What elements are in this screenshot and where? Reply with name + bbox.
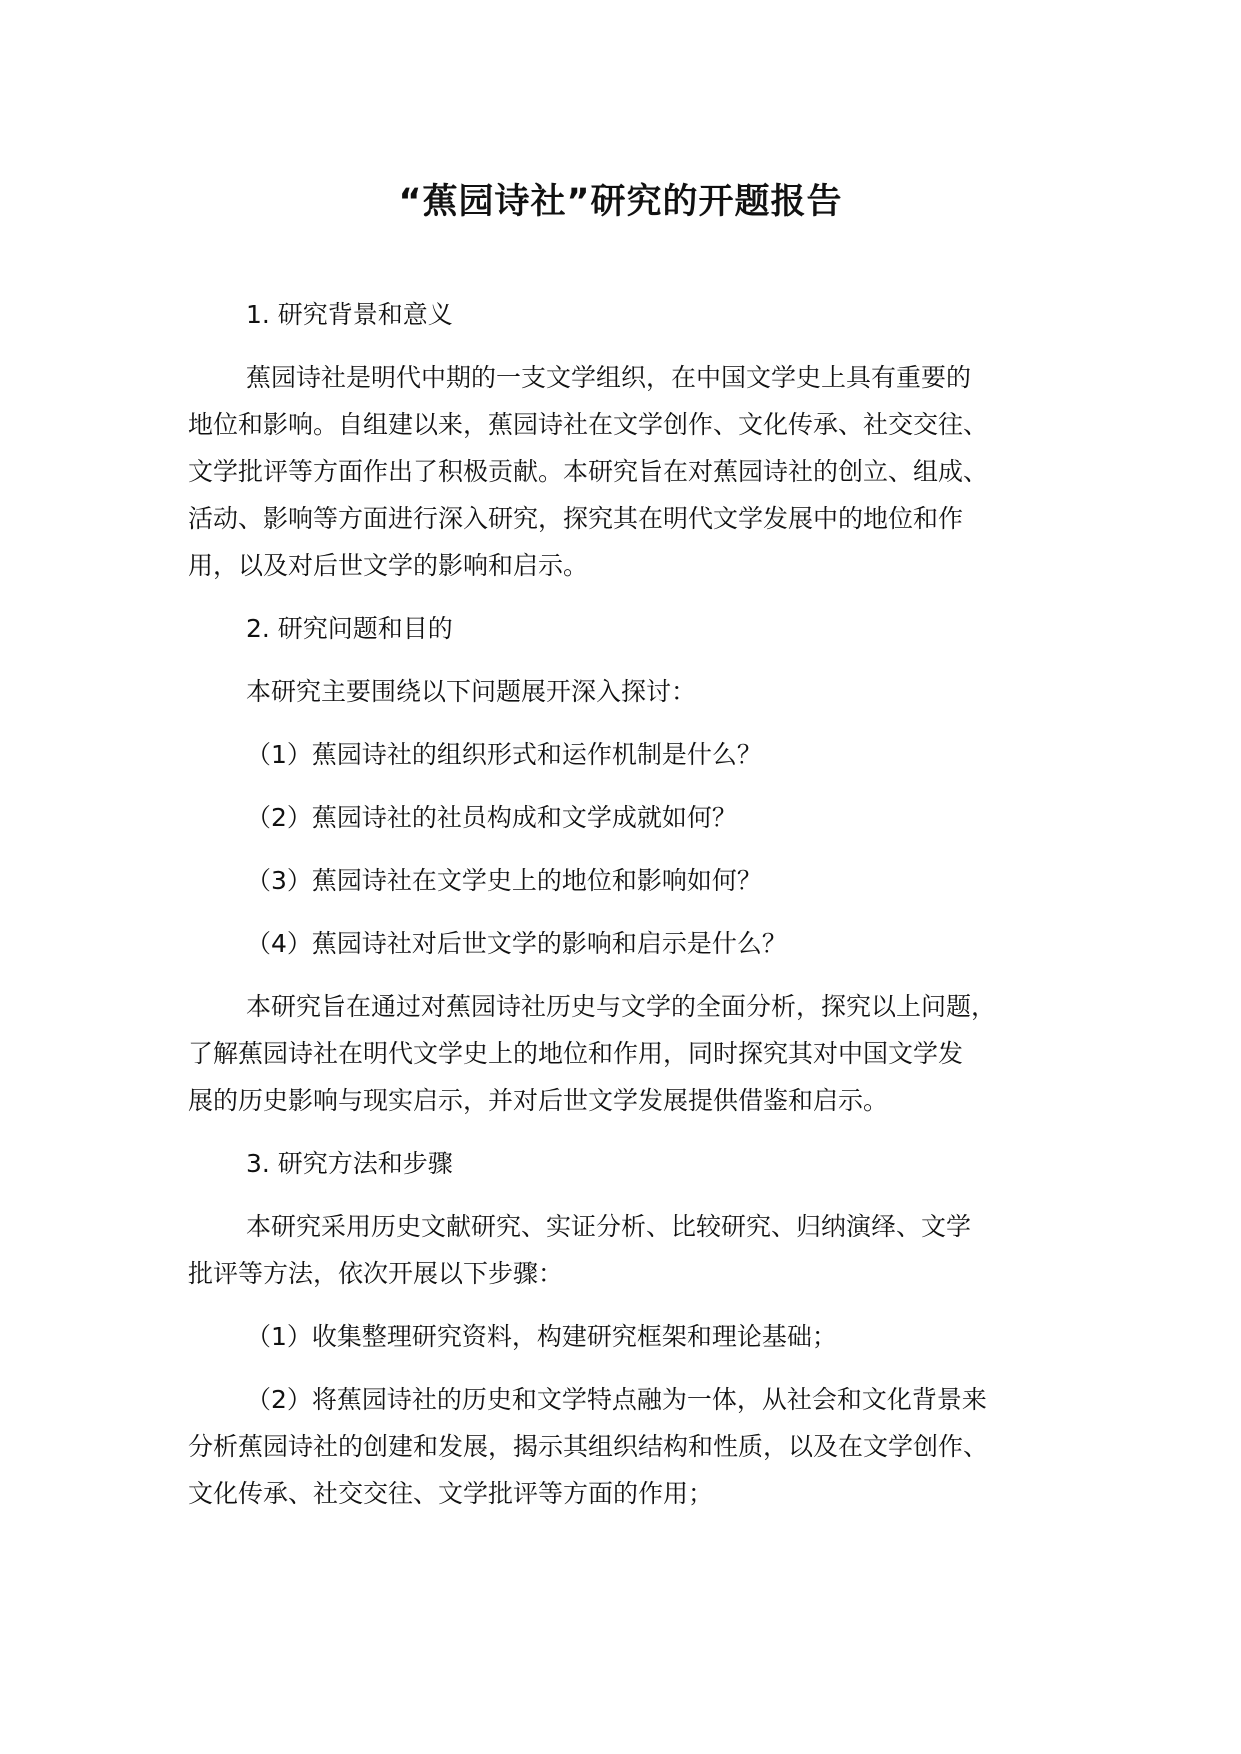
paragraph-line: 蕉园诗社是明代中期的一支文学组织，在中国文学史上具有重要的 [246, 363, 972, 392]
section-heading-1: 1. 研究背景和意义 [246, 300, 453, 329]
paragraph-line: 文化传承、社交交往、文学批评等方面的作用； [188, 1479, 714, 1508]
paragraph-line: 批评等方法，依次开展以下步骤： [188, 1259, 564, 1288]
list-item: （1）蕉园诗社的组织形式和运作机制是什么？ [246, 740, 762, 769]
section-heading-2: 2. 研究问题和目的 [246, 614, 453, 643]
paragraph-line: 分析蕉园诗社的创建和发展，揭示其组织结构和性质，以及在文学创作、 [188, 1432, 989, 1461]
list-item: （1）收集整理研究资料，构建研究框架和理论基础； [246, 1322, 837, 1351]
section-heading-3: 3. 研究方法和步骤 [246, 1149, 453, 1178]
paragraph-line: 文学批评等方面作出了积极贡献。本研究旨在对蕉园诗社的创立、组成、 [188, 457, 989, 486]
paragraph-line: 展的历史影响与现实启示，并对后世文学发展提供借鉴和启示。 [188, 1086, 889, 1115]
list-item: （2）将蕉园诗社的历史和文学特点融为一体，从社会和文化背景来 [246, 1385, 987, 1414]
paragraph-line: 本研究旨在通过对蕉园诗社历史与文学的全面分析，探究以上问题， [246, 992, 997, 1021]
paragraph-line: 了解蕉园诗社在明代文学史上的地位和作用，同时探究其对中国文学发 [188, 1039, 964, 1068]
document-title: “蕉园诗社”研究的开题报告 [398, 182, 843, 222]
list-item: （2）蕉园诗社的社员构成和文学成就如何？ [246, 803, 737, 832]
paragraph-line: 本研究主要围绕以下问题展开深入探讨： [246, 677, 697, 706]
list-item: （3）蕉园诗社在文学史上的地位和影响如何？ [246, 866, 762, 895]
paragraph-line: 本研究采用历史文献研究、实证分析、比较研究、归纳演绎、文学 [246, 1212, 972, 1241]
paragraph-line: 活动、影响等方面进行深入研究，探究其在明代文学发展中的地位和作 [188, 504, 964, 533]
paragraph-line: 地位和影响。自组建以来，蕉园诗社在文学创作、文化传承、社交交往、 [188, 410, 989, 439]
paragraph-line: 用，以及对后世文学的影响和启示。 [188, 551, 589, 580]
list-item: （4）蕉园诗社对后世文学的影响和启示是什么？ [246, 929, 787, 958]
